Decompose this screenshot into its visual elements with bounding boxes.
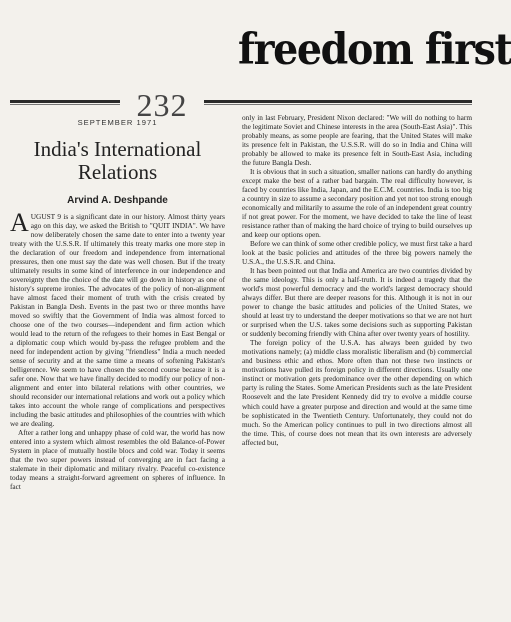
paragraph: It has been pointed out that India and America are two countries divided by the same ideology. This is only a half-truth. It is indeed a tragedy that the world's most powerful democracy and the world's largest democracy should always differ. But there are deeper reasons for this. Although it is not in our power to change the basic attitudes and policies of the United States, we should at least try to understand the deeper motivations so that we are not hurt or surprised when the U.S. takes some decisions such as supporting Pakistan or suddenly becoming friendly with China after over twenty years of hostility. — [242, 266, 472, 339]
drop-cap: A — [10, 208, 29, 237]
paragraph: Before we can think of some other credible policy, we must first take a hard look at the basic policies and attitudes of the three big powers namely the U.S.A., the U.S.S.R. and China. — [242, 239, 472, 267]
paragraph: only in last February, President Nixon declared: "We will do nothing to harm the legitimate Soviet and Chinese interests in the area (South-East Asia)". This probably means, as some people are fearing, that the United States will make its presence felt in Pakistan, the U.S.S.R. will do so in India and China will probably be allowed to make its presence felt in South-East Asia, including the future Bangla Desh. — [242, 113, 472, 168]
masthead-rule-thin — [10, 104, 472, 105]
masthead-rule — [10, 100, 472, 103]
article-column-left — [10, 208, 225, 618]
issue-number: 232 — [120, 90, 204, 120]
paragraph: It is obvious that in such a situation, smaller nations can hardly do anything except make the best of a rather bad bargain. The real difficulty however, is faced by countries like India, Japan, and the E.C.M. countries. India is too big a country in size to assume a secondary position and yet not too strong enough economically and militarily to assume the role of an independent great country if not great power. For the moment, we have decided to take the line of least resistance rather than of making the hard choice of trying to build ourselves up and keep our options open. — [242, 167, 472, 240]
paragraph: The foreign policy of the U.S.A. has always been guided by two motivations namely; (a) middle class moralistic liberalism and (b) commercial and business ethic and ethos. More often than not these two instincts or motivations have pulled its foreign policy in different directions. Usually one instinct or motivation gets predominance over the other depending on which party is ruling the States. Some American Presidents such as the late President Roosevelt and the late President Kennedy did try to evolve a middle course which could have a greater purpose and direction and would at the same time be sophisticated in the Twentieth Century. Unfortunately, they could not do much. So the American policy continues to pull in two directions almost all the time. This, of course does not mean that its own interests are adversely affected but, — [242, 338, 472, 447]
issue-date: SEPTEMBER 1971 — [77, 118, 158, 127]
paragraph: AUGUST 9 is a significant date in our history. Almost thirty years ago on this day, we asked the British to "QUIT INDIA". We have now deliberately chosen the same date to enter into a twenty year treaty with the U.S.S.R. If ultimately this treaty marks one more step in the declaration of our freedom and independence from international pressures, then one must say the date was well chosen. But if the treaty ultimately results in some kind of interference in our independence and sovereignty then the choice of the date will go down in history as one of history's supreme ironies. The advocates of the policy of non-alignment have almost faced their moment of truth with the crisis created by Pakistan in Bangla Desh. Events in the past two or three months have moved so swiftly that the Government of India was almost forced to choose one of the two courses—independent and firm action which would lead to the return of the refugees to their homes in East Bengal or a diplomatic coup which would by-pass the refugee problem and the need for independent action by giving "friendless" India a much needed sense of security and at the same time a means of softening Pakistan's belligerence. We seem to have chosen the second course because it is a safer one. Now that we have finally decided to modify our policy of non-alignment and enter into bilateral relations with other countries, we should reconsider our international relations and work out a policy which takes into account the whole range of complications and perspectives including the basic attitudes and philosophies of the countries with which we are dealing. — [10, 208, 225, 429]
masthead: freedom first — [238, 25, 511, 75]
article-title: India's International Relations — [33, 137, 202, 184]
paragraph: After a rather long and unhappy phase of cold war, the world has now entered into a system which almost resembles the old Balance-of-Power System in place of mutually hostile blocs and cold war. Today it seems that the two super powers instead of converging are in fact facing a stalemate in their diplomatic and military rivalry. Peaceful co-existence today means a straight-forward agreement on spheres of influence. In fact — [10, 428, 225, 492]
article-column-right — [242, 113, 472, 618]
article-author: Arvind A. Deshpande — [67, 195, 168, 206]
